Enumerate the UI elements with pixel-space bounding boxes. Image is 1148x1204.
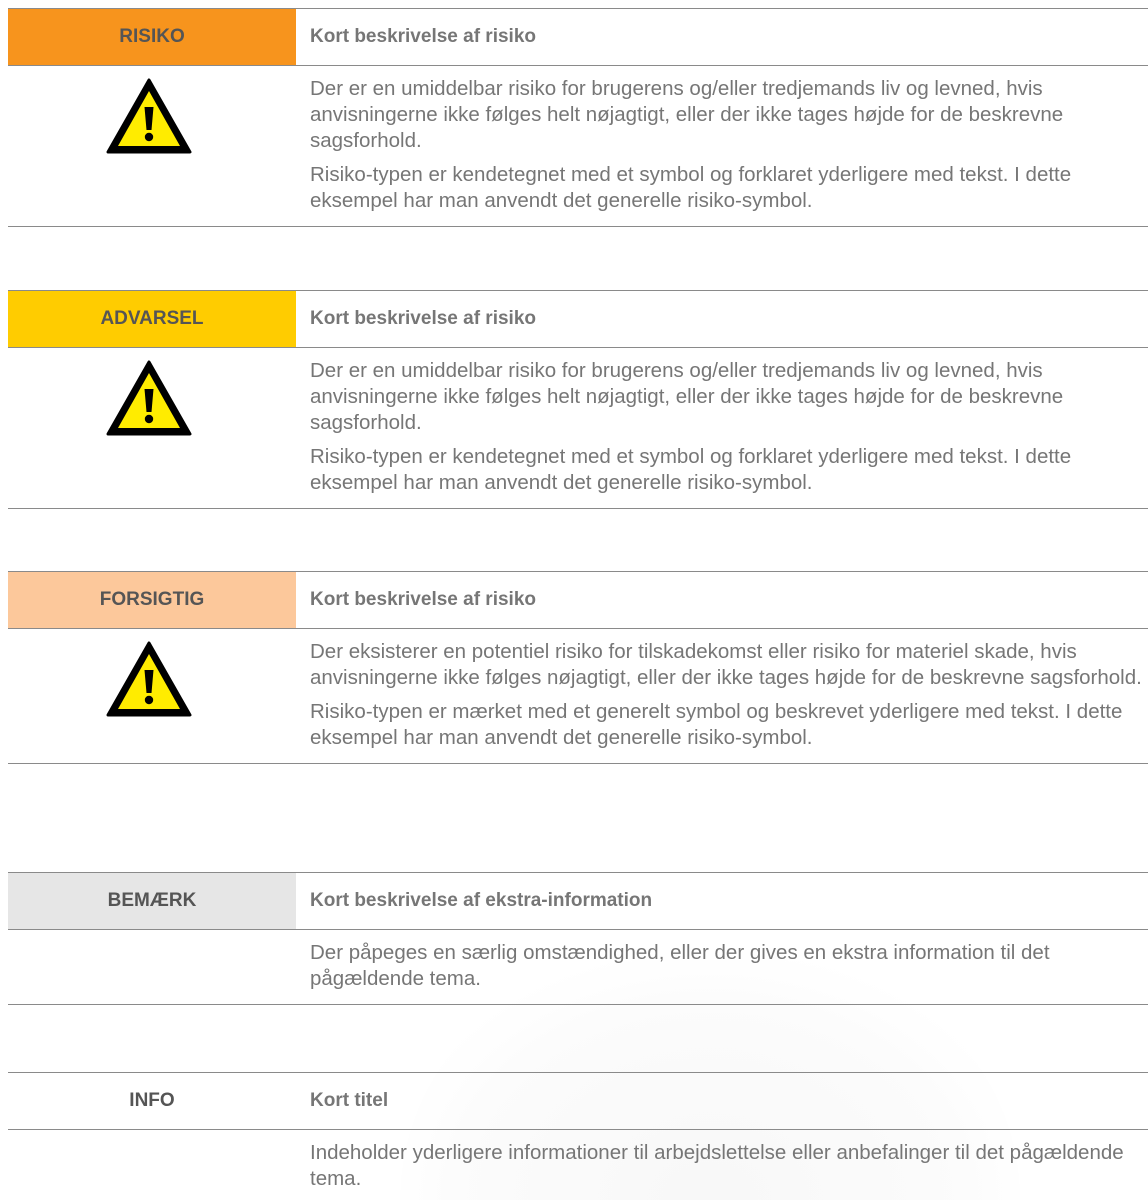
notice-paragraph: Risiko-typen er kendetegnet med et symbol og forklaret yderligere med tekst. I dette eksempel har man anvendt det generelle risiko-symbol. (310, 445, 1072, 494)
notice-body (8, 629, 1148, 764)
notice-text (296, 348, 1148, 508)
signal-word: RISIKO (119, 26, 185, 47)
notice-text (296, 629, 1148, 763)
notice-header (8, 290, 1148, 348)
signal-word-cell (8, 291, 296, 347)
safety-notice-advarsel (8, 290, 1148, 509)
notice-paragraph: Indeholder yderligere informationer til arbejdslettelse eller anbefalinger til det pågældende tema. (310, 1141, 1124, 1190)
notice-text (296, 66, 1148, 226)
notice-title: Kort beskrivelse af ekstra-information (310, 890, 653, 911)
notice-title: Kort titel (310, 1090, 389, 1111)
notice-body (8, 348, 1148, 509)
notice-title: Kort beskrivelse af risiko (310, 26, 536, 47)
notice-text (296, 1130, 1148, 1204)
notice-header (8, 8, 1148, 66)
warning-triangle-icon (106, 641, 192, 717)
notice-body (8, 1130, 1148, 1204)
signal-word: FORSIGTIG (99, 589, 205, 610)
icon-cell (8, 348, 296, 508)
safety-notice-bemaerk (8, 872, 1148, 1005)
notice-header (8, 872, 1148, 930)
icon-cell (8, 1130, 296, 1204)
notice-body (8, 930, 1148, 1005)
safety-notice-info (8, 1072, 1148, 1204)
notice-paragraph: Der er en umiddelbar risiko for brugerens og/eller tredjemands liv og levned, hvis anvisningerne ikke følges helt nøjagtigt, eller der ikke tages højde for de beskrevne sagsforhold. (310, 77, 1064, 152)
warning-triangle-icon (106, 360, 192, 436)
notice-paragraph: Risiko-typen er kendetegnet med et symbol og forklaret yderligere med tekst. I dette eksempel har man anvendt det generelle risiko-symbol. (310, 163, 1072, 212)
signal-word: ADVARSEL (100, 308, 204, 329)
notice-paragraph: Der er en umiddelbar risiko for brugerens og/eller tredjemands liv og levned, hvis anvisningerne ikke følges helt nøjagtigt, eller der ikke tages højde for de beskrevne sagsforhold. (310, 359, 1064, 434)
icon-cell (8, 930, 296, 1004)
notice-header (8, 571, 1148, 629)
notice-header (8, 1072, 1148, 1130)
signal-word-cell (8, 9, 296, 65)
notice-body (8, 66, 1148, 227)
icon-cell (8, 66, 296, 226)
notice-text (296, 930, 1148, 1004)
signal-word-cell (8, 873, 296, 929)
signal-word-cell (8, 572, 296, 628)
signal-word: BEMÆRK (107, 890, 197, 911)
signal-word-cell (8, 1073, 296, 1129)
safety-notice-risiko (8, 8, 1148, 227)
notice-paragraph: Der påpeges en særlig omstændighed, eller der gives en ekstra information til det pågældende tema. (310, 941, 1050, 990)
signal-word: INFO (129, 1090, 175, 1111)
safety-notice-forsigtig (8, 571, 1148, 764)
icon-cell (8, 629, 296, 763)
notice-title: Kort beskrivelse af risiko (310, 308, 536, 329)
notice-paragraph: Der eksisterer en potentiel risiko for tilskadekomst eller risiko for materiel skade, hvis anvisningerne ikke følges nøjagtigt, eller der ikke tages højde for de beskrevne sagsforhold. (310, 640, 1142, 689)
warning-triangle-icon (106, 78, 192, 154)
notice-title: Kort beskrivelse af risiko (310, 589, 536, 610)
notice-paragraph: Risiko-typen er mærket med et generelt symbol og beskrevet yderligere med tekst. I dette eksempel har man anvendt det generelle risiko-symbol. (310, 700, 1123, 749)
